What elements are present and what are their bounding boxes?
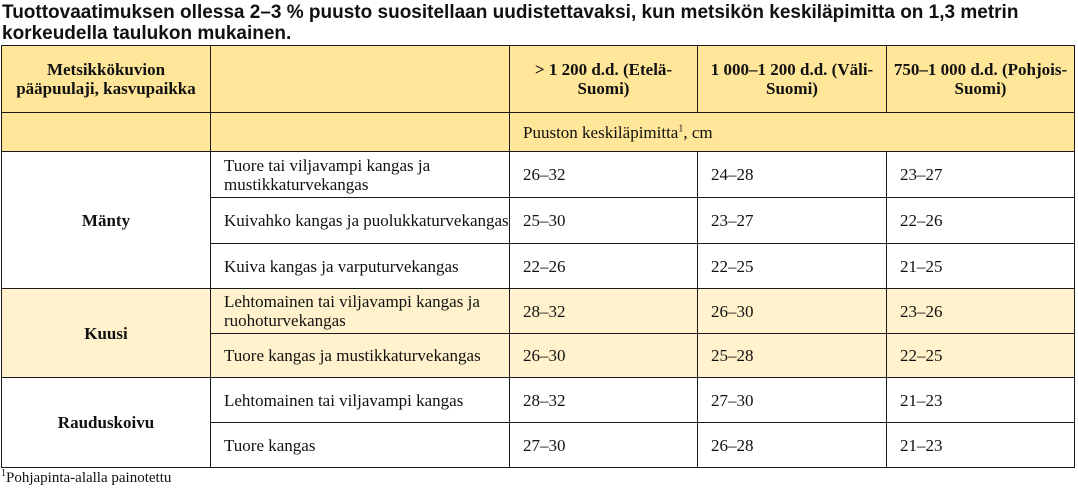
species-cell-manty: Mänty — [2, 152, 211, 289]
value-cell: 26–30 — [698, 289, 887, 334]
footnote — [1, 469, 171, 487]
site-cell: Tuore kangas — [211, 423, 510, 468]
diameter-table — [1, 45, 1075, 468]
site-cell: Lehtomainen tai viljavampi kangas ja ruohoturvekangas — [211, 289, 510, 334]
subheader-empty-1 — [2, 113, 211, 152]
subheader-label-text: Puuston keskiläpimitta — [523, 122, 679, 142]
value-cell: 25–28 — [698, 334, 887, 378]
page-title: Tuottovaatimuksen ollessa 2–3 % puusto suositellaan uudistettavaksi, kun metsikön keskiläpimitta on 1,3 metrin korkeudella taulukon mukainen. — [2, 2, 1019, 44]
site-cell: Tuore kangas ja mustikkaturvekangas — [211, 334, 510, 378]
value-cell: 22–26 — [510, 244, 698, 289]
value-cell: 22–25 — [698, 244, 887, 289]
footnote-marker: 1 — [1, 468, 6, 479]
site-cell: Lehtomainen tai viljavampi kangas — [211, 378, 510, 423]
table-subheader-row — [2, 113, 1075, 152]
table-row — [2, 289, 1075, 334]
footnote-text: Pohjapinta-alalla painotettu — [6, 470, 172, 486]
value-cell: 23–26 — [887, 289, 1075, 334]
header-empty — [211, 46, 510, 113]
value-cell: 23–27 — [887, 152, 1075, 198]
value-cell: 25–30 — [510, 198, 698, 244]
value-cell: 27–30 — [698, 378, 887, 423]
value-cell: 21–23 — [887, 378, 1075, 423]
subheader-empty-2 — [211, 113, 510, 152]
value-cell: 28–32 — [510, 289, 698, 334]
site-cell: Kuivahko kangas ja puolukkaturvekangas — [211, 198, 510, 244]
species-cell-rauduskoivu: Rauduskoivu — [2, 378, 211, 468]
header-region-north: 750–1 000 d.d. (Pohjois-Suomi) — [887, 46, 1075, 113]
value-cell: 22–25 — [887, 334, 1075, 378]
subheader-unit-label — [510, 113, 1075, 152]
table-row — [2, 378, 1075, 423]
species-cell-kuusi: Kuusi — [2, 289, 211, 378]
value-cell: 21–25 — [887, 244, 1075, 289]
table-row — [2, 152, 1075, 198]
site-cell: Kuiva kangas ja varputurvekangas — [211, 244, 510, 289]
value-cell: 26–28 — [698, 423, 887, 468]
value-cell: 27–30 — [510, 423, 698, 468]
site-cell: Tuore tai viljavampi kangas ja mustikkaturvekangas — [211, 152, 510, 198]
value-cell: 22–26 — [887, 198, 1075, 244]
header-region-middle: 1 000–1 200 d.d. (Väli-Suomi) — [698, 46, 887, 113]
value-cell: 24–28 — [698, 152, 887, 198]
header-region-south: > 1 200 d.d. (Etelä-Suomi) — [510, 46, 698, 113]
footnote-ref: 1 — [678, 122, 684, 134]
subheader-unit-text: , cm — [683, 122, 713, 142]
value-cell: 21–23 — [887, 423, 1075, 468]
value-cell: 26–30 — [510, 334, 698, 378]
value-cell: 26–32 — [510, 152, 698, 198]
header-species-site: Metsikkökuvion pääpuulaji, kasvupaikka — [2, 46, 211, 113]
value-cell: 23–27 — [698, 198, 887, 244]
value-cell: 28–32 — [510, 378, 698, 423]
table-header-row — [2, 46, 1075, 113]
